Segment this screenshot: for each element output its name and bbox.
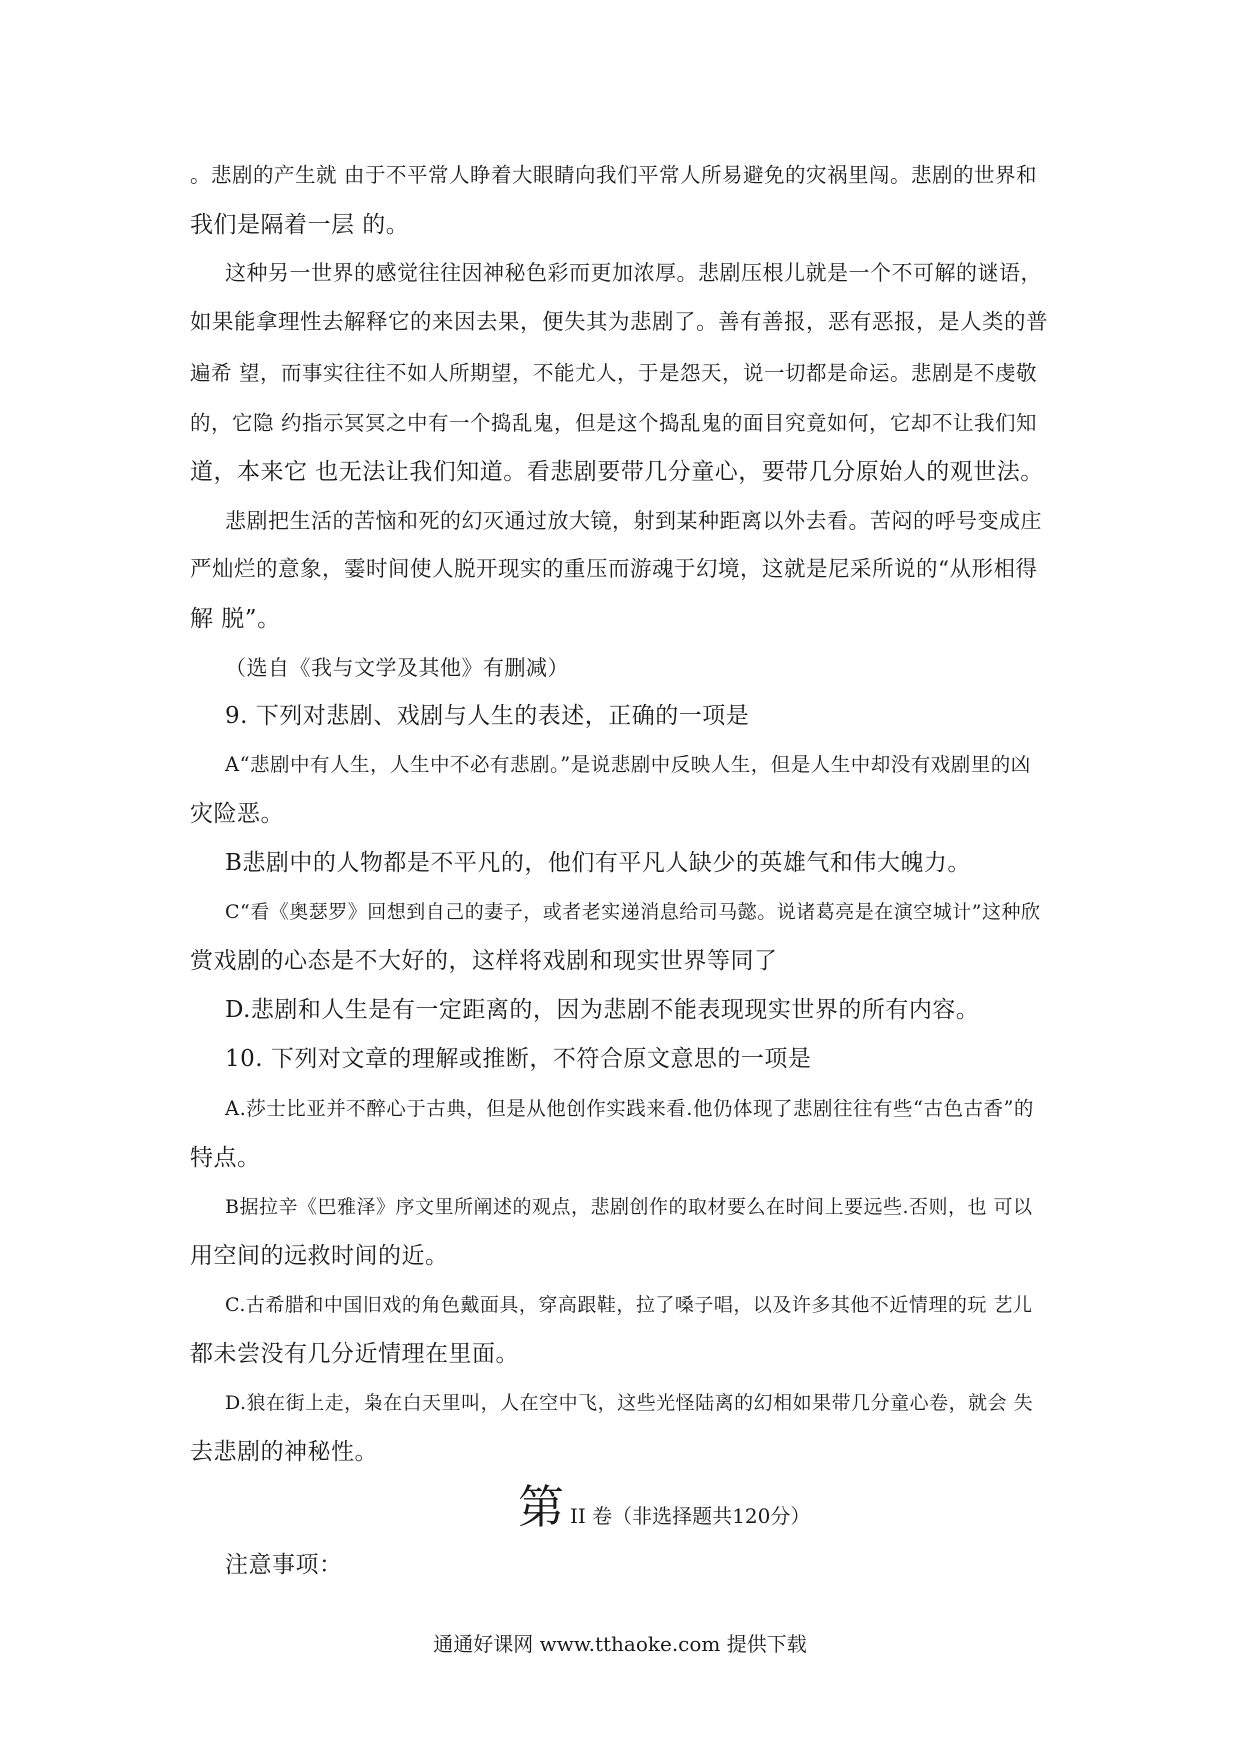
question-10-option-d-line-1: D.狼在街上走，枭在白天里叫，人在空中飞，这些光怪陆离的幻相如果带几分童心卷，就会 失 [225, 1392, 1034, 1414]
question-10-option-d-line-2: 去悲剧的神秘性。 [190, 1439, 378, 1465]
question-10-option-b-line-2: 用空间的远救时间的近。 [190, 1243, 449, 1269]
section-2-notice: 注意事项： [225, 1552, 343, 1578]
paragraph-2-line-1: 这种另一世界的感觉往往因神秘色彩而更加浓厚。悲剧压根儿就是一个不可解的谜语， [225, 261, 1042, 285]
question-10-option-a-line-2: 特点。 [190, 1145, 261, 1171]
question-10-option-c-line-1: C.古希腊和中国旧戏的角色戴面具，穿高跟鞋，拉了嗓子唱，以及许多其他不近情理的玩 艺儿 [225, 1294, 1033, 1316]
question-10-option-a-line-1: A.莎士比亚并不醉心于古典，但是从他创作实践来看.他仍体现了悲剧往往有些“古色古香”的 [225, 1097, 1034, 1120]
question-10-stem: 10. 下列对文章的理解或推断，不符合原文意思的一项是 [225, 1046, 812, 1072]
question-9-option-c-line-1: C“看《奥瑟罗》回想到自己的妻子，或者老实递消息给司马懿。说诸葛亮是在演空城计”这种欣 [225, 901, 1041, 923]
paragraph-2-line-3: 遍希 望，而事实往往不如人所期望，不能尤人，于是怨天，说一切都是命运。悲剧是不虔敬 [190, 361, 1038, 385]
question-10-option-c-line-2: 都未尝没有几分近情理在里面。 [190, 1341, 519, 1367]
question-9-stem: 9. 下列对悲剧、戏剧与人生的表述，正确的一项是 [225, 703, 750, 729]
source-note: （选自《我与文学及其他》有删减） [225, 656, 569, 680]
paragraph-3-line-1: 悲剧把生活的苦恼和死的幻灭通过放大镜，射到某种距离以外去看。苦闷的呼号变成庄 [225, 509, 1042, 533]
question-9-option-d: D.悲剧和人生是有一定距离的，因为悲剧不能表现现实世界的所有内容。 [225, 997, 980, 1023]
section-2-title-char: 第 [518, 1480, 564, 1534]
section-2-title-rest: II 卷（非选择题共120分） [570, 1504, 811, 1528]
question-10-option-b-line-1: B据拉辛《巴雅泽》序文里所阐述的观点，悲剧创作的取材要么在时间上要远些.否则，也 可以 [225, 1196, 1033, 1218]
paragraph-3-line-3: 解 脱”。 [190, 606, 281, 632]
paragraph-2-line-5: 道，本来它 也无法让我们知道。看悲剧要带几分童心，要带几分原始人的观世法。 [190, 459, 1044, 485]
paragraph-1-line-2: 我们是隔着一层 的。 [190, 212, 410, 238]
question-9-option-a-line-2: 灾险恶。 [190, 801, 284, 827]
paragraph-2-line-2: 如果能拿理性去解释它的来因去果，便失其为悲剧了。善有善报，恶有恶报，是人类的普 [190, 310, 1049, 335]
paragraph-2-line-4: 的，它隐 约指示冥冥之中有一个捣乱鬼，但是这个捣乱鬼的面目究竟如何，它却不让我们知 [190, 411, 1038, 435]
paragraph-1-line-1: 。悲剧的产生就 由于不平常人睁着大眼睛向我们平常人所易避免的灾祸里闯。悲剧的世界和 [190, 163, 1038, 187]
question-9-option-b: B悲剧中的人物都是不平凡的，他们有平凡人缺少的英雄气和伟大魄力。 [225, 850, 971, 876]
paragraph-3-line-2: 严灿烂的意象，霎时间使人脱开现实的重压而游魂于幻境，这就是尼采所说的“从形相得 [190, 557, 1038, 582]
question-9-option-c-line-2: 赏戏剧的心态是不大好的，这样将戏剧和现实世界等同了 [190, 948, 778, 974]
section-2-title [518, 1482, 810, 1532]
question-9-option-a-line-1: A“悲剧中有人生，人生中不必有悲剧。”是说悲剧中反映人生，但是人生中却没有戏剧里的凶 [225, 753, 1031, 776]
page-footer: 通通好课网 www.tthaoke.com 提供下载 [433, 1632, 807, 1656]
